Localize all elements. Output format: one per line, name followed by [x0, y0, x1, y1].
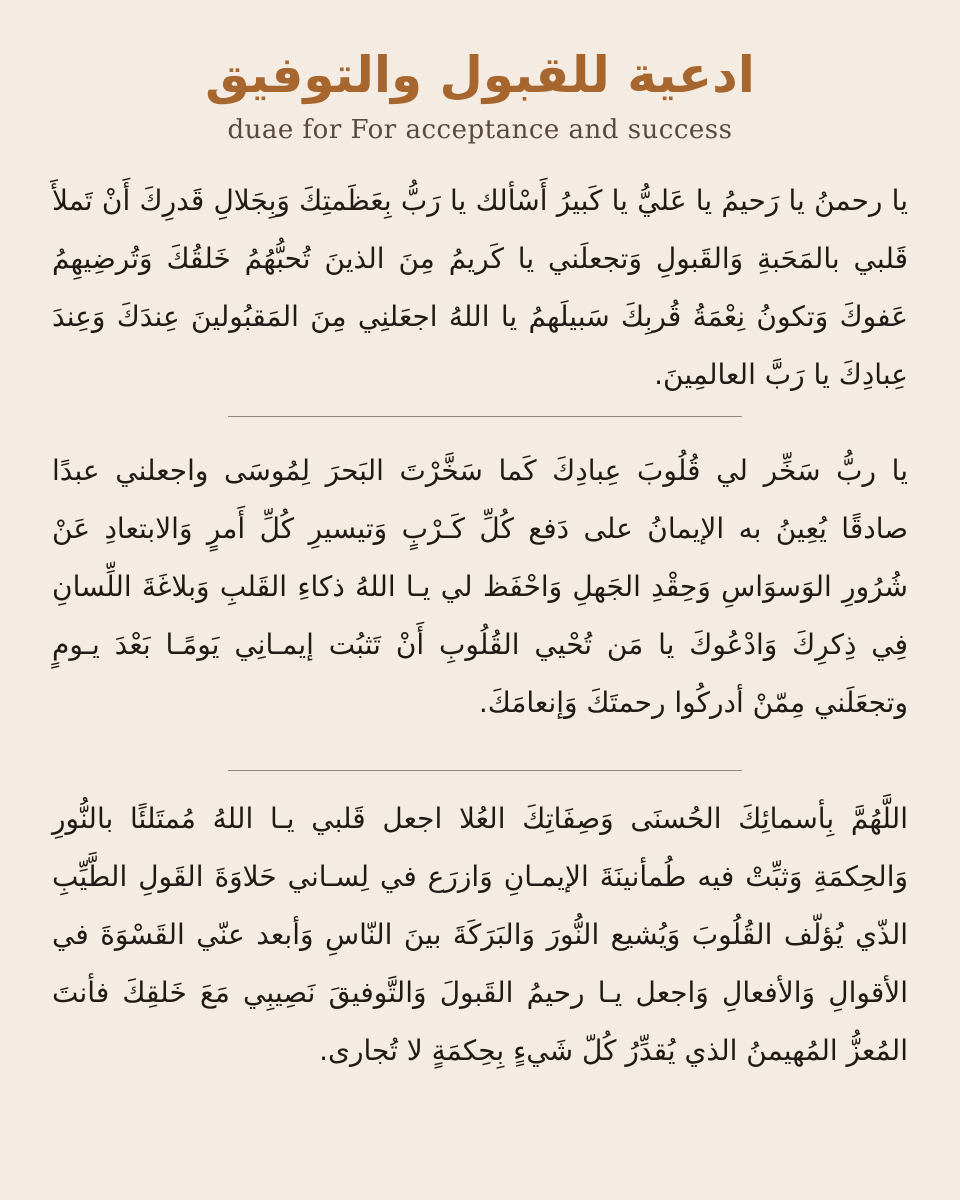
prayer-paragraph-1: يا رحمنُ يا رَحيمُ يا عَليُّ يا كَبيرُ أَسْألك يا رَبُّ بِعَظَمتِكَ وَبِجَلالِ قَدرِكَ أَنْ تَملأَ قَلبي بالمَحَبةِ وَالقَبولِ وَتجعلَني يا كَريمُ مِنَ الذينَ تُحبُّهُمُ خَلقُكَ وَتُرضِيهِمُ عَفوكَ وَتكونُ نِعْمَةُ قُربِكَ سَبيلَهمُ يا اللهُ اجعَلنِي مِنَ المَقبُولينَ عِندَكَ وَعِندَ عِبادِكَ يا رَبَّ العالمِينَ. [52, 184, 908, 391]
page-title: ادعية للقبول والتوفيق [205, 46, 755, 104]
section-divider-2 [228, 770, 742, 771]
section-divider-1 [228, 416, 742, 417]
page-subtitle: duae for For acceptance and success [227, 115, 733, 145]
prayer-paragraph-3: اللَّهُمَّ بِأسمائِكَ الحُسنَى وَصِفَاتِكَ العُلا اجعل قَلبي يـا اللهُ مُمتَلئًا بالنُّورِ وَالحِكمَةِ وَثبِّتْ فيه طُمأنينَةَ الإيمـانِ وَازرَع في لِسـاني حَلاوَةَ القَولِ الطَّيِّبِ الذّي يُؤلّف القُلُوبَ وَيُشيع النُّورَ وَالبَرَكَةَ بينَ النّاسِ وَأبعد عنّي القَسْوَةَ في الأقوالِ وَالأفعالِ وَاجعل يـا رحيمُ القَبولَ وَالتَّوفيقَ نَصِيبِي مَعَ خَلقِكَ فأنتَ المُعزُّ المُهيمنُ الذي يُقدِّرُ كُلّ شَيءٍ بِحِكمَةٍ لا تُجارى. [52, 802, 908, 1067]
prayer-paragraph-2: يا ربُّ سَخِّر لي قُلُوبَ عِبادِكَ كَما سَخَّرْتَ البَحرَ لِمُوسَى واجعلني عبدًا صادقًا يُعِينُ به الإيمانُ على دَفع كُلِّ كَـرْبٍ وَتيسيرِ كُلِّ أَمرٍ وَالابتعادِ عَنْ شُرُورِ الوَسوَاسِ وَحِقْدِ الجَهلِ وَاحْفَظ لي يـا اللهُ ذكاءِ القَلبِ وَبلاغَةَ اللِّسانِ فِي ذِكرِكَ وَادْعُوكَ يا مَن تُحْيي القُلُوبِ أَنْ تَثبُت إيمـانِي يَومًـا بَعْدَ يـومٍ وتجعَلَني مِمّنْ أدركُوا رحمتَكَ وَإنعامَكَ. [52, 454, 908, 719]
